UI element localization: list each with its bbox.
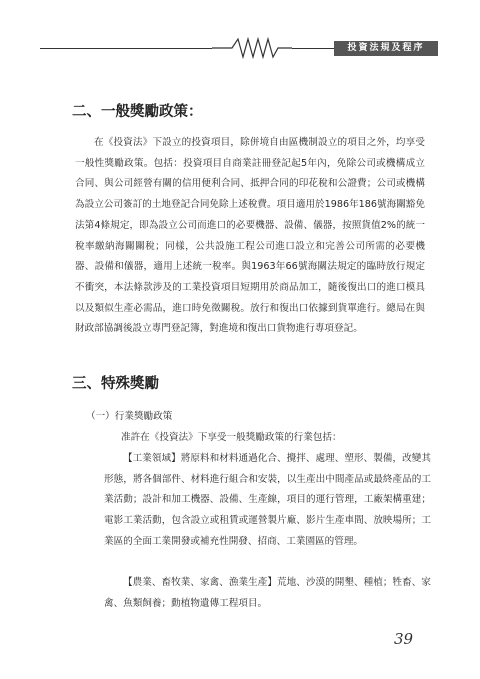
industry-intro-text: 准許在《投資法》下享受一般獎勵政策的行業包括： <box>121 432 342 443</box>
section-title-general-incentives: 二、一般獎勵政策： <box>72 103 203 120</box>
general-incentives-paragraph: 在《投資法》下設立的投資項目，除併境自由區機制設立的項目之外，均享受一般性獎勵政策。包括：投資項目自商業註冊登記起5年內，免除公司或機構成立合同、與公司經營有關的信用便利合同、抵押合同的印花稅和公證費；公司或機構為設立公司簽訂的土地登記合同免除上述稅費。項目適用於1986年186號海關豁免法第4條規定，即為設立公司而進口的必要機器、設備、儀器，按照貨值2%的統一稅率繳納海關關稅；同樣，公共設施工程公司進口設立和完善公司所需的必要機器、設備和儀器，適用上述統一稅率。與1963年66號海關法規定的臨時放行規定不衝突，本法條款涉及的工業投資項目短期用於商品加工，隨後復出口的進口模具以及類似生產必需品，進口時免徵關稅。放行和復出口依據到貨單進行。總局在與財政部協調後設立專門登記簿，對進境和復出口貨物進行專項登記。 <box>75 137 425 335</box>
subheading-industry-incentives: （一）行業獎勵政策 <box>86 411 173 422</box>
header-title: 投資法規及程序 <box>334 41 438 56</box>
page-number: 39 <box>394 630 414 648</box>
agriculture-sector-paragraph: 【農業、畜牧業、家禽、漁業生產】荒地、沙漠的開墾、種植；牲畜、家禽、魚類飼養；動植物遺傳工程項目。 <box>104 577 431 609</box>
section-title-special-incentives: 三、特殊獎勵 <box>72 375 159 392</box>
running-header <box>40 36 438 60</box>
header-rule-right <box>292 48 334 49</box>
header-rule-left <box>40 48 212 49</box>
industry-sector-paragraph: 【工業領域】將原料和材料通過化合、攪拌、處理、塑形、製備，改變其形態，將各個部件、材料進行組合和安裝，以生產出中間產品或最終產品的工業活動；設計和加工機器、設備、生產線，項目的運行管理，工廠架構重建；電影工業活動，包含設立或租賃或運營製片廠、影片生產車間、放映場所；工業區的全面工業開發或補充性開發、招商、工業園區的管理。 <box>104 453 431 547</box>
header-wave-ornament <box>212 36 292 60</box>
